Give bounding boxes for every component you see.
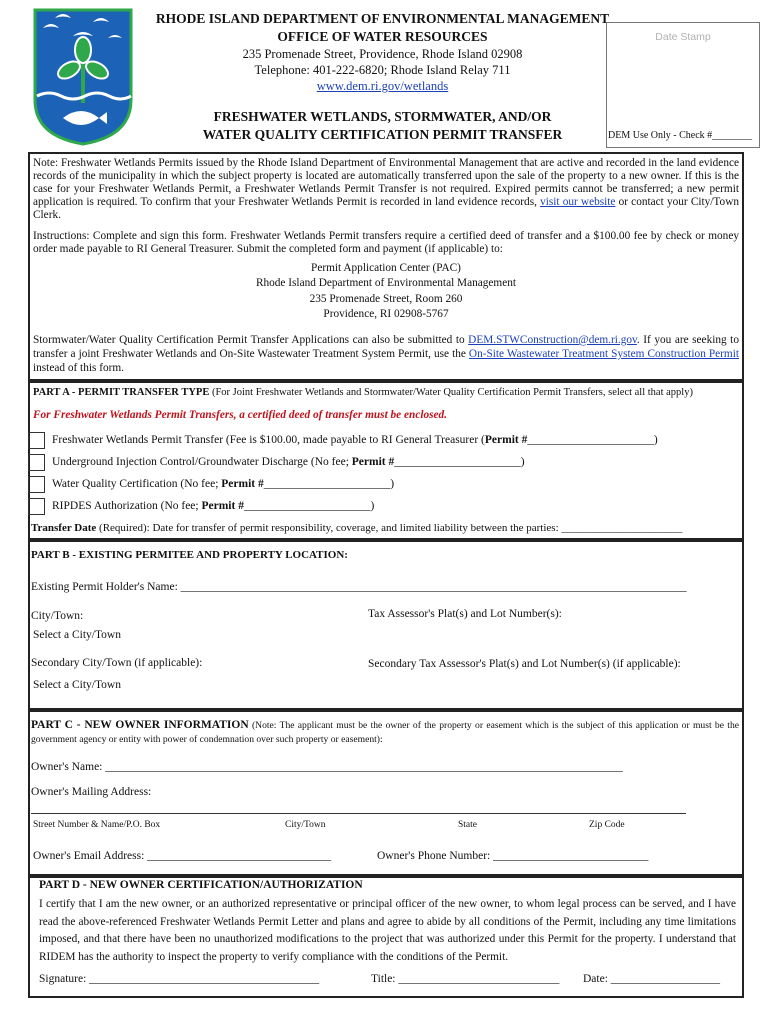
- part-a-heading: PART A - PERMIT TRANSFER TYPE (For Joint Freshwater Wetlands and Stormwater/Water Quality Certification Permit Transfers, select all that apply): [33, 387, 693, 398]
- part-c-heading: PART C - NEW OWNER INFORMATION (Note: The applicant must be the owner of the property or easement which is the subject of this application or must be the government agency or entity with power of condemnation over such property or easement):: [31, 719, 739, 745]
- date-field[interactable]: Date: ___________________: [583, 973, 721, 985]
- visit-website-link[interactable]: visit our website: [540, 195, 616, 208]
- city-town-select[interactable]: Select a City/Town: [33, 629, 121, 641]
- owner-phone-field[interactable]: Owner's Phone Number: ___________________________: [377, 850, 649, 862]
- existing-holder-field[interactable]: Existing Permit Holder's Name: ________________________________________________________________________________________: [31, 581, 687, 593]
- deed-required-note: For Freshwater Wetlands Permit Transfers, a certified deed of transfer must be enclosed.: [33, 409, 448, 421]
- uic-checkbox[interactable]: [28, 454, 45, 471]
- transfer-date-field[interactable]: Transfer Date (Required): Date for transfer of permit responsibility, coverage, and limited liability between the parties: ______________________: [31, 522, 683, 534]
- form-title-2: WATER QUALITY CERTIFICATION PERMIT TRANSFER: [202, 127, 563, 142]
- part-c-title: PART C - NEW OWNER INFORMATION: [31, 719, 249, 731]
- dept-name: RHODE ISLAND DEPARTMENT OF ENVIRONMENTAL MANAGEMENT: [155, 11, 610, 26]
- ridem-logo: [33, 8, 133, 146]
- plat-lot-field[interactable]: Tax Assessor's Plat(s) and Lot Number(s):: [368, 608, 562, 620]
- part-a-title: PART A - PERMIT TRANSFER TYPE: [33, 387, 210, 398]
- ripdes-checkbox[interactable]: [28, 498, 45, 515]
- wqc-checkbox[interactable]: [28, 476, 45, 493]
- stormwater-paragraph: Stormwater/Water Quality Certification Permit Transfer Applications can also be submitted to DEM.STWConstruction@dem.ri.gov. If you are seeking to transfer a joint Freshwater Wetlands and On-Site Wastewater Treatment System Permit, use the On-Site Wastewater Treatment System Construction Permit instead of this form.: [33, 334, 739, 374]
- owner-email-field[interactable]: Owner's Email Address: ________________________________: [33, 850, 332, 862]
- state-caption: State: [458, 820, 477, 830]
- owts-permit-link[interactable]: On-Site Wastewater Treatment System Construction Permit: [468, 348, 739, 360]
- mailing-address-line[interactable]: [31, 813, 686, 814]
- pac-line-2: Rhode Island Department of Environmental Management: [255, 277, 517, 289]
- ripdes-option: RIPDES Authorization (No fee; Permit #______________________): [52, 500, 375, 512]
- signature-field[interactable]: Signature: ________________________________________: [39, 973, 320, 985]
- form-title-1: FRESHWATER WETLANDS, STORMWATER, AND/OR: [213, 109, 552, 124]
- stw-email-link[interactable]: DEM.STWConstruction@dem.ri.gov: [468, 334, 637, 346]
- website-link[interactable]: www.dem.ri.gov/wetlands: [316, 79, 449, 93]
- pac-line-3: 235 Promenade Street, Room 260: [309, 293, 463, 305]
- date-stamp-label: Date Stamp: [655, 31, 711, 43]
- dem-use-only: DEM Use Only - Check #________: [608, 130, 753, 141]
- pac-line-1: Permit Application Center (PAC): [311, 262, 461, 274]
- instructions-paragraph: Instructions: Complete and sign this form. Freshwater Wetlands Permit transfers require a certified deed of transfer and a $100.00 fee by check or money order made payable to RI General Treasurer. Submit the completed form and payment (if applicable) to:: [33, 230, 739, 255]
- city-town-label: City/Town:: [31, 610, 84, 622]
- part-b-box: [28, 540, 744, 710]
- owner-name-field[interactable]: Owner's Name: __________________________________________________________________________________________: [31, 761, 623, 773]
- city-caption: City/Town: [285, 820, 326, 830]
- secondary-city-select[interactable]: Select a City/Town: [33, 679, 121, 691]
- note-paragraph: Note: Freshwater Wetlands Permits issued by the Rhode Island Department of Environmental Management that are active and recorded in the land evidence records of the municipality in which the subject property is located are automatically transferred upon the sale of the property to a new owner. If this is the case for your Freshwater Wetlands Permit, a Freshwater Wetlands Permit Transfer is not required. Expired permits cannot be transferred; a new permit application is required. To confirm that your Freshwater Wetlands Permit is recorded in land evidence records, visit our website or contact your City/Town Clerk.: [33, 157, 739, 221]
- address: 235 Promenade Street, Providence, Rhode Island 02908: [242, 47, 523, 61]
- part-b-title: PART B - EXISTING PERMITEE AND PROPERTY LOCATION:: [31, 549, 348, 561]
- wqc-option: Water Quality Certification (No fee; Permit #______________________): [52, 478, 395, 490]
- certification-text: I certify that I am the new owner, or an authorized representative or principal officer of the new owner, to whom legal process can be served, and I have read the above-referenced Freshwater Wetlands Permit Letter and plans and agree to abide by all conditions of the Permit, including any time limitations imposed, and that there have been no unauthorized modifications to the project that was authorized under this Permit for the property. I understand that RIDEM has the authority to inspect the property to verify compliance with the conditions of the Permit.: [39, 898, 736, 963]
- secondary-plat-field[interactable]: Secondary Tax Assessor's Plat(s) and Lot Number(s) (if applicable):: [368, 658, 681, 670]
- pac-line-4: Providence, RI 02908-5767: [323, 308, 449, 320]
- mailing-address-label: Owner's Mailing Address:: [31, 786, 152, 798]
- part-d-title: PART D - NEW OWNER CERTIFICATION/AUTHORIZATION: [39, 879, 363, 891]
- secondary-city-label: Secondary City/Town (if applicable):: [31, 657, 203, 669]
- fw-permit-option: Freshwater Wetlands Permit Transfer (Fee is $100.00, made payable to RI General Treasurer (Permit #______________________): [52, 434, 658, 446]
- zip-caption: Zip Code: [589, 820, 625, 830]
- phone: Telephone: 401-222-6820; Rhode Island Relay 711: [254, 63, 511, 77]
- fw-permit-checkbox[interactable]: [28, 432, 45, 449]
- title-field[interactable]: Title: ____________________________: [371, 973, 560, 985]
- uic-option: Underground Injection Control/Groundwater Discharge (No fee; Permit #______________________): [52, 456, 525, 468]
- street-caption: Street Number & Name/P.O. Box: [33, 820, 161, 830]
- office-name: OFFICE OF WATER RESOURCES: [277, 29, 488, 44]
